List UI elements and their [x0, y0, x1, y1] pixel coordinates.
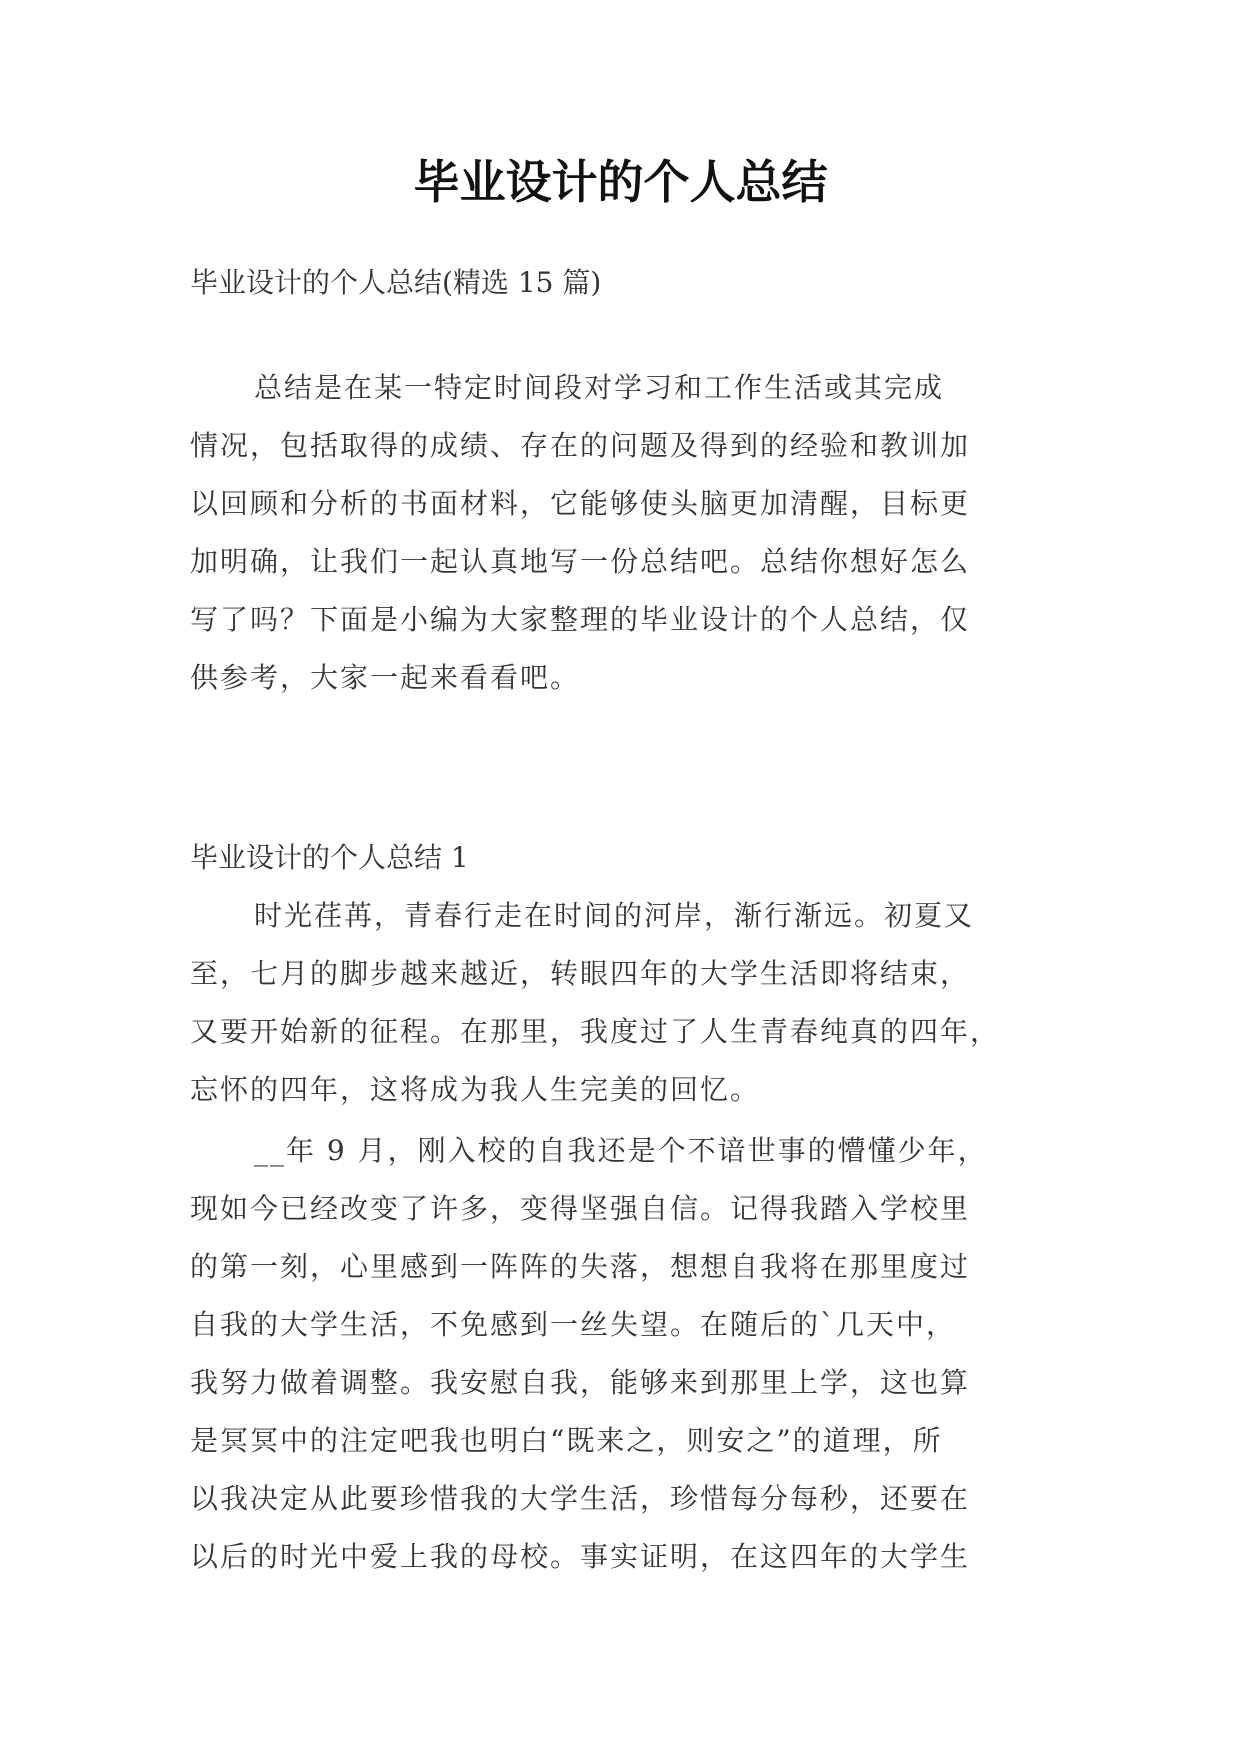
paragraph-line: 以后的时光中爱上我的母校。事实证明，在这四年的大学生: [190, 1540, 971, 1573]
paragraph-line: 的第一刻，心里感到一阵阵的失落，想想自我将在那里度过: [190, 1250, 971, 1283]
paragraph-line: 现如今已经改变了许多，变得坚强自信。记得我踏入学校里: [190, 1192, 971, 1225]
paragraph-line: 自我的大学生活，不免感到一丝失望。在随后的`几天中，: [190, 1308, 957, 1341]
intro-line: 加明确，让我们一起认真地写一份总结吧。总结你想好怎么: [190, 545, 971, 578]
paragraph-line: 至，七月的脚步越来越近，转眼四年的大学生活即将结束，: [190, 957, 971, 990]
paragraph-line: __年 9 月，刚入校的自我还是个不谙世事的懵懂少年，: [254, 1134, 988, 1167]
paragraph-line: 以我决定从此要珍惜我的大学生活，珍惜每分每秒，还要在: [190, 1482, 971, 1515]
document-title: 毕业设计的个人总结: [413, 155, 828, 209]
intro-line: 情况，包括取得的成绩、存在的问题及得到的经验和教训加: [190, 429, 971, 462]
intro-line: 以回顾和分析的书面材料，它能够使头脑更加清醒，目标更: [190, 487, 971, 520]
paragraph-line: 忘怀的四年，这将成为我人生完美的回忆。: [190, 1073, 761, 1106]
paragraph-line: 是冥冥中的注定吧我也明白“既来之，则安之”的道理，所: [190, 1424, 943, 1457]
intro-line: 总结是在某一特定时间段对学习和工作生活或其完成: [254, 371, 945, 404]
intro-line: 供参考，大家一起来看看吧。: [190, 661, 581, 694]
document-subtitle: 毕业设计的个人总结(精选 15 篇): [190, 266, 602, 299]
intro-paragraph: [190, 359, 1050, 707]
paragraph-line: 我努力做着调整。我安慰自我，能够来到那里上学，这也算: [190, 1366, 971, 1399]
paragraph-line: 又要开始新的征程。在那里，我度过了人生青春纯真的四年，: [190, 1015, 1001, 1048]
paragraph-line: 时光荏苒，青春行走在时间的河岸，渐行渐远。初夏又: [254, 899, 975, 932]
section-heading: 毕业设计的个人总结 1: [190, 841, 469, 874]
section-paragraph-2: [190, 1122, 1050, 1586]
intro-line: 写了吗？下面是小编为大家整理的毕业设计的个人总结，仅: [190, 603, 971, 636]
section-paragraph-1: [190, 887, 1050, 1119]
